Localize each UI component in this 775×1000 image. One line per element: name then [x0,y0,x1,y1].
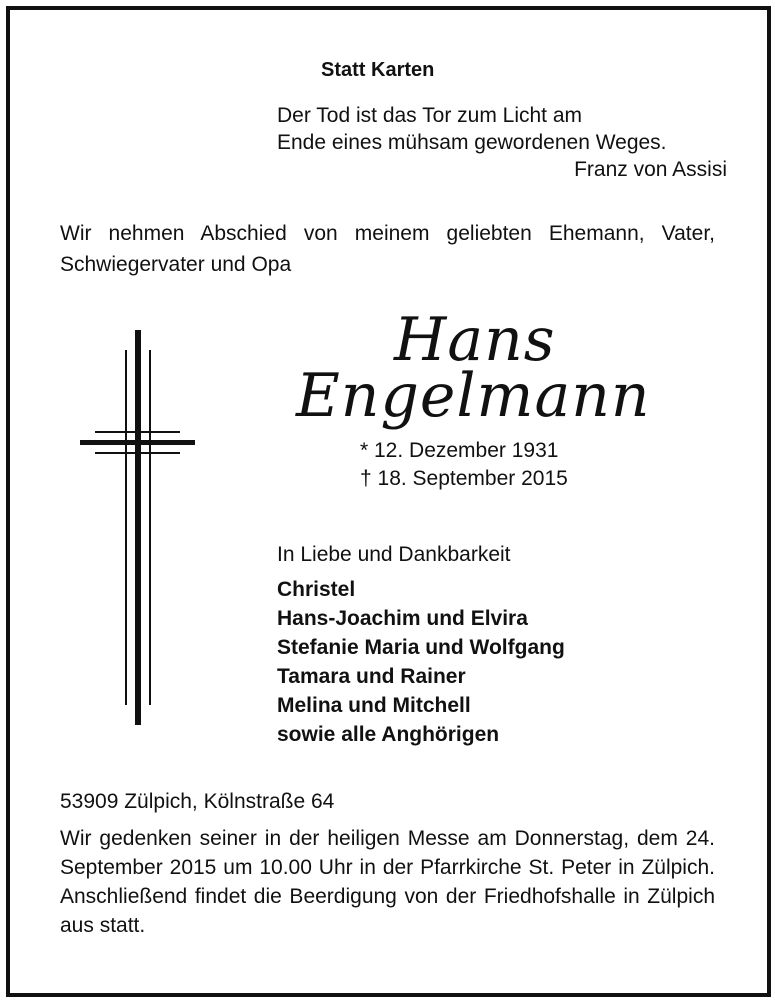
cross-icon [80,330,200,725]
family-member: Stefanie Maria und Wolfgang [277,636,565,659]
quote-author: Franz von Assisi [574,158,727,181]
heading: Statt Karten [321,59,435,81]
address: 53909 Zülpich, Kölnstraße 64 [60,790,335,813]
family-member: Hans-Joachim und Elvira [277,607,528,630]
deceased-last-name: Engelmann [296,361,651,431]
intro-text: Wir nehmen Abschied von meinem geliebten Ehemann, Vater, Schwiegervater und Opa [60,222,715,276]
family-member: Tamara und Rainer [277,665,466,688]
quote-line-2: Ende eines mühsam gewordenen Weges. [277,131,667,154]
service-notice: Wir gedenken seiner in der heiligen Messe am Donnerstag, dem 24. September 2015 um 10.00 Uhr in der Pfarrkirche St. Peter in Zülpich. Anschließend findet die Beerdigung von der Friedhofshalle in Zülpich aus statt. [60,827,715,937]
death-date: † 18. September 2015 [360,467,568,490]
family-member: Melina und Mitchell [277,694,471,717]
family-intro: In Liebe und Dankbarkeit [277,543,511,566]
family-member: Christel [277,578,356,601]
birth-date: * 12. Dezember 1931 [360,439,559,462]
deceased-first-name: Hans [394,305,556,375]
family-member: sowie alle Anghörigen [277,723,500,746]
quote-line-1: Der Tod ist das Tor zum Licht am [277,104,583,127]
